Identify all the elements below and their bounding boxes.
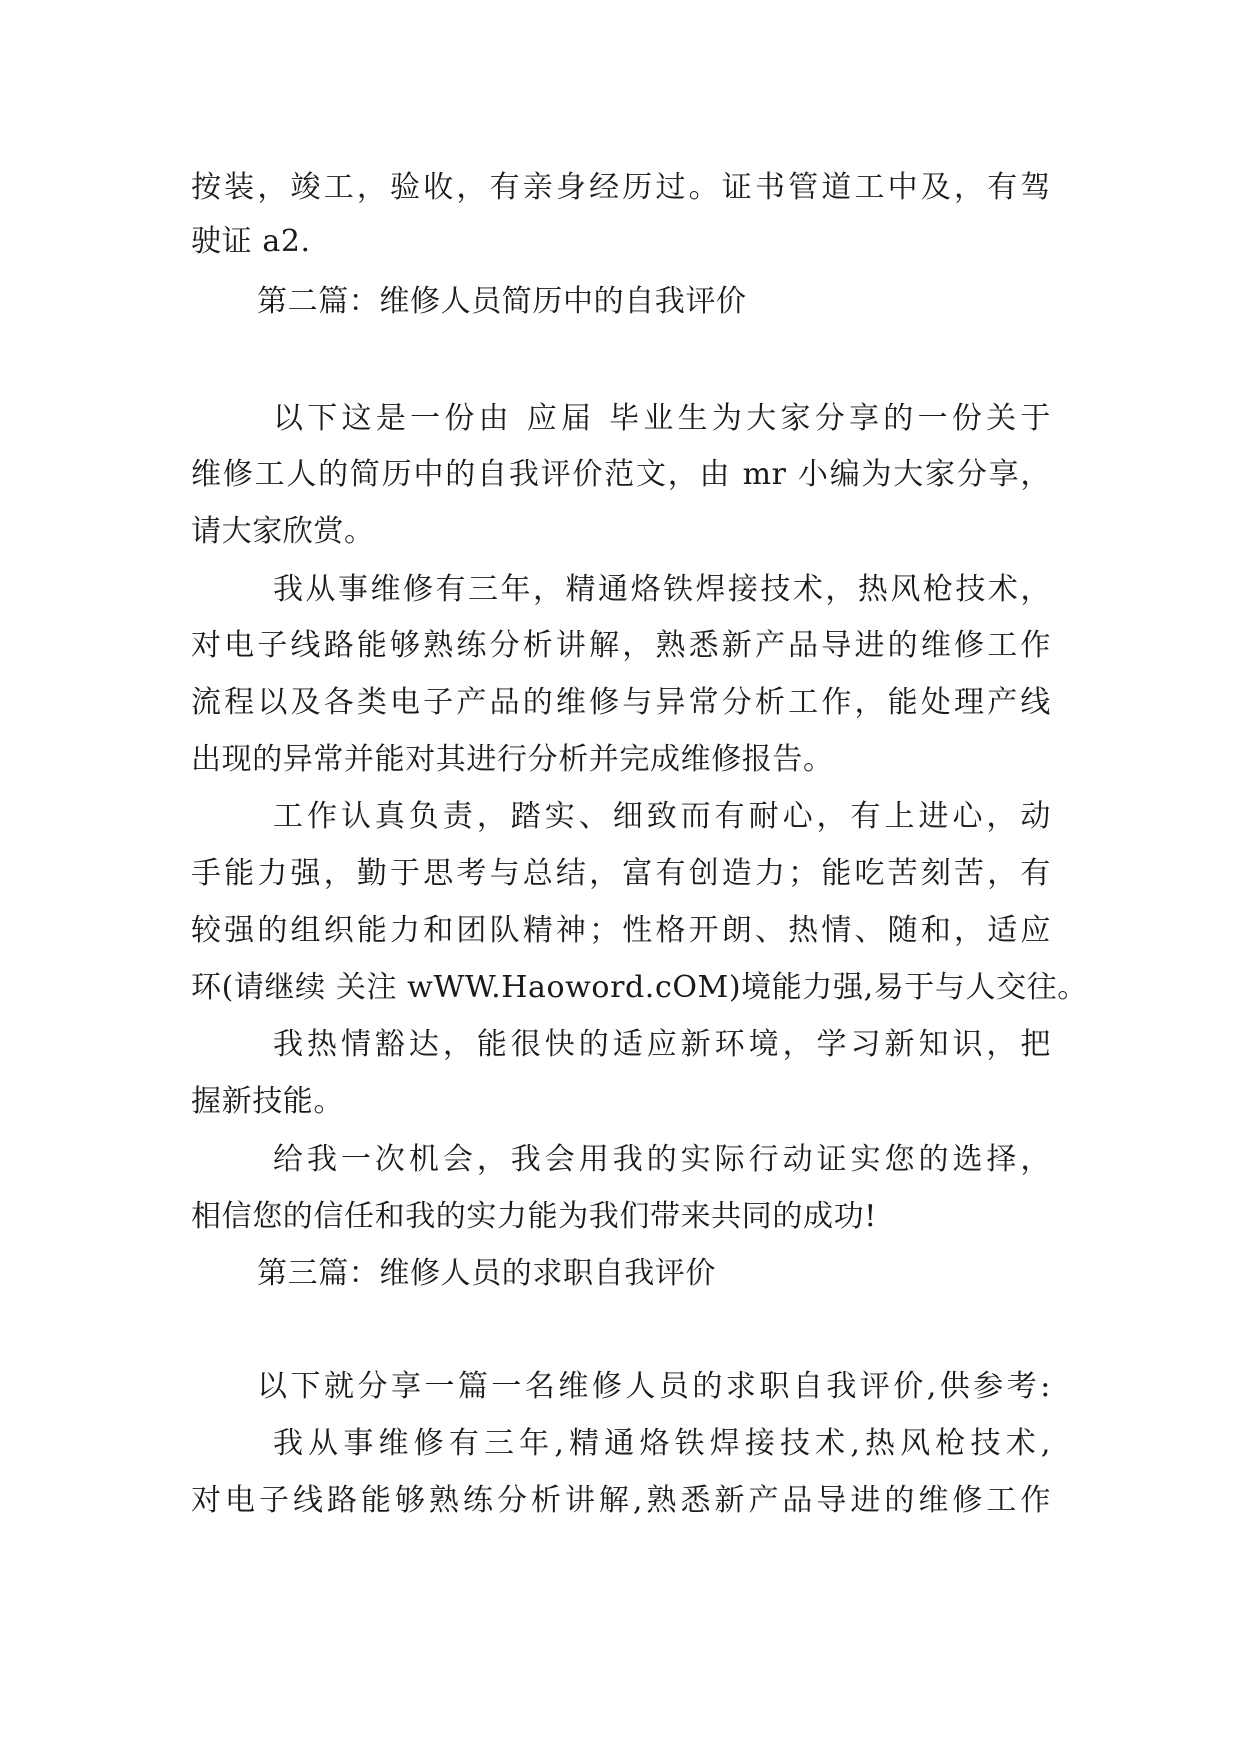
paragraph-line: 工作认真负责，踏实、细致而有耐心，有上进心，动	[273, 799, 1051, 834]
paragraph-line: 我从事维修有三年,精通烙铁焊接技术,热风枪技术,	[273, 1426, 1051, 1461]
paragraph-line: 以下这是一份由 应届 毕业生为大家分享的一份关于	[273, 401, 1051, 436]
paragraph-line: 对电子线路能够熟练分析讲解,熟悉新产品导进的维修工作	[191, 1483, 1051, 1518]
paragraph-line: 相信您的信任和我的实力能为我们带来共同的成功!	[191, 1199, 877, 1234]
paragraph-line: 请大家欣赏。	[191, 514, 375, 549]
section-heading-3: 第三篇：维修人员的求职自我评价	[257, 1256, 716, 1291]
paragraph-line: 手能力强，勤于思考与总结，富有创造力；能吃苦刻苦，有	[191, 856, 1051, 891]
paragraph-line: 按装，竣工，验收，有亲身经历过。证书管道工中及，有驾	[191, 170, 1051, 205]
paragraph-line: 给我一次机会，我会用我的实际行动证实您的选择，	[273, 1142, 1051, 1177]
paragraph-line: 我热情豁达，能很快的适应新环境，学习新知识，把	[273, 1027, 1051, 1062]
paragraph-line: 流程以及各类电子产品的维修与异常分析工作，能处理产线	[191, 685, 1051, 720]
paragraph-line: 以下就分享一篇一名维修人员的求职自我评价,供参考:	[257, 1369, 1051, 1404]
paragraph-line: 维修工人的简历中的自我评价范文，由 mr 小编为大家分享，	[191, 457, 1051, 492]
paragraph-line: 我从事维修有三年，精通烙铁焊接技术，热风枪技术，	[273, 572, 1051, 607]
paragraph-line: 对电子线路能够熟练分析讲解，熟悉新产品导进的维修工作	[191, 628, 1051, 663]
paragraph-line: 驶证 a2.	[191, 224, 311, 259]
section-heading-2: 第二篇：维修人员简历中的自我评价	[257, 284, 747, 319]
paragraph-line: 握新技能。	[191, 1084, 344, 1119]
paragraph-line: 较强的组织能力和团队精神；性格开朗、热情、随和，适应	[191, 913, 1051, 948]
paragraph-line: 环(请继续 关注 wWW.Haoword.cOM)境能力强,易于与人交往。	[191, 970, 1088, 1005]
paragraph-line: 出现的异常并能对其进行分析并完成维修报告。	[191, 742, 834, 777]
